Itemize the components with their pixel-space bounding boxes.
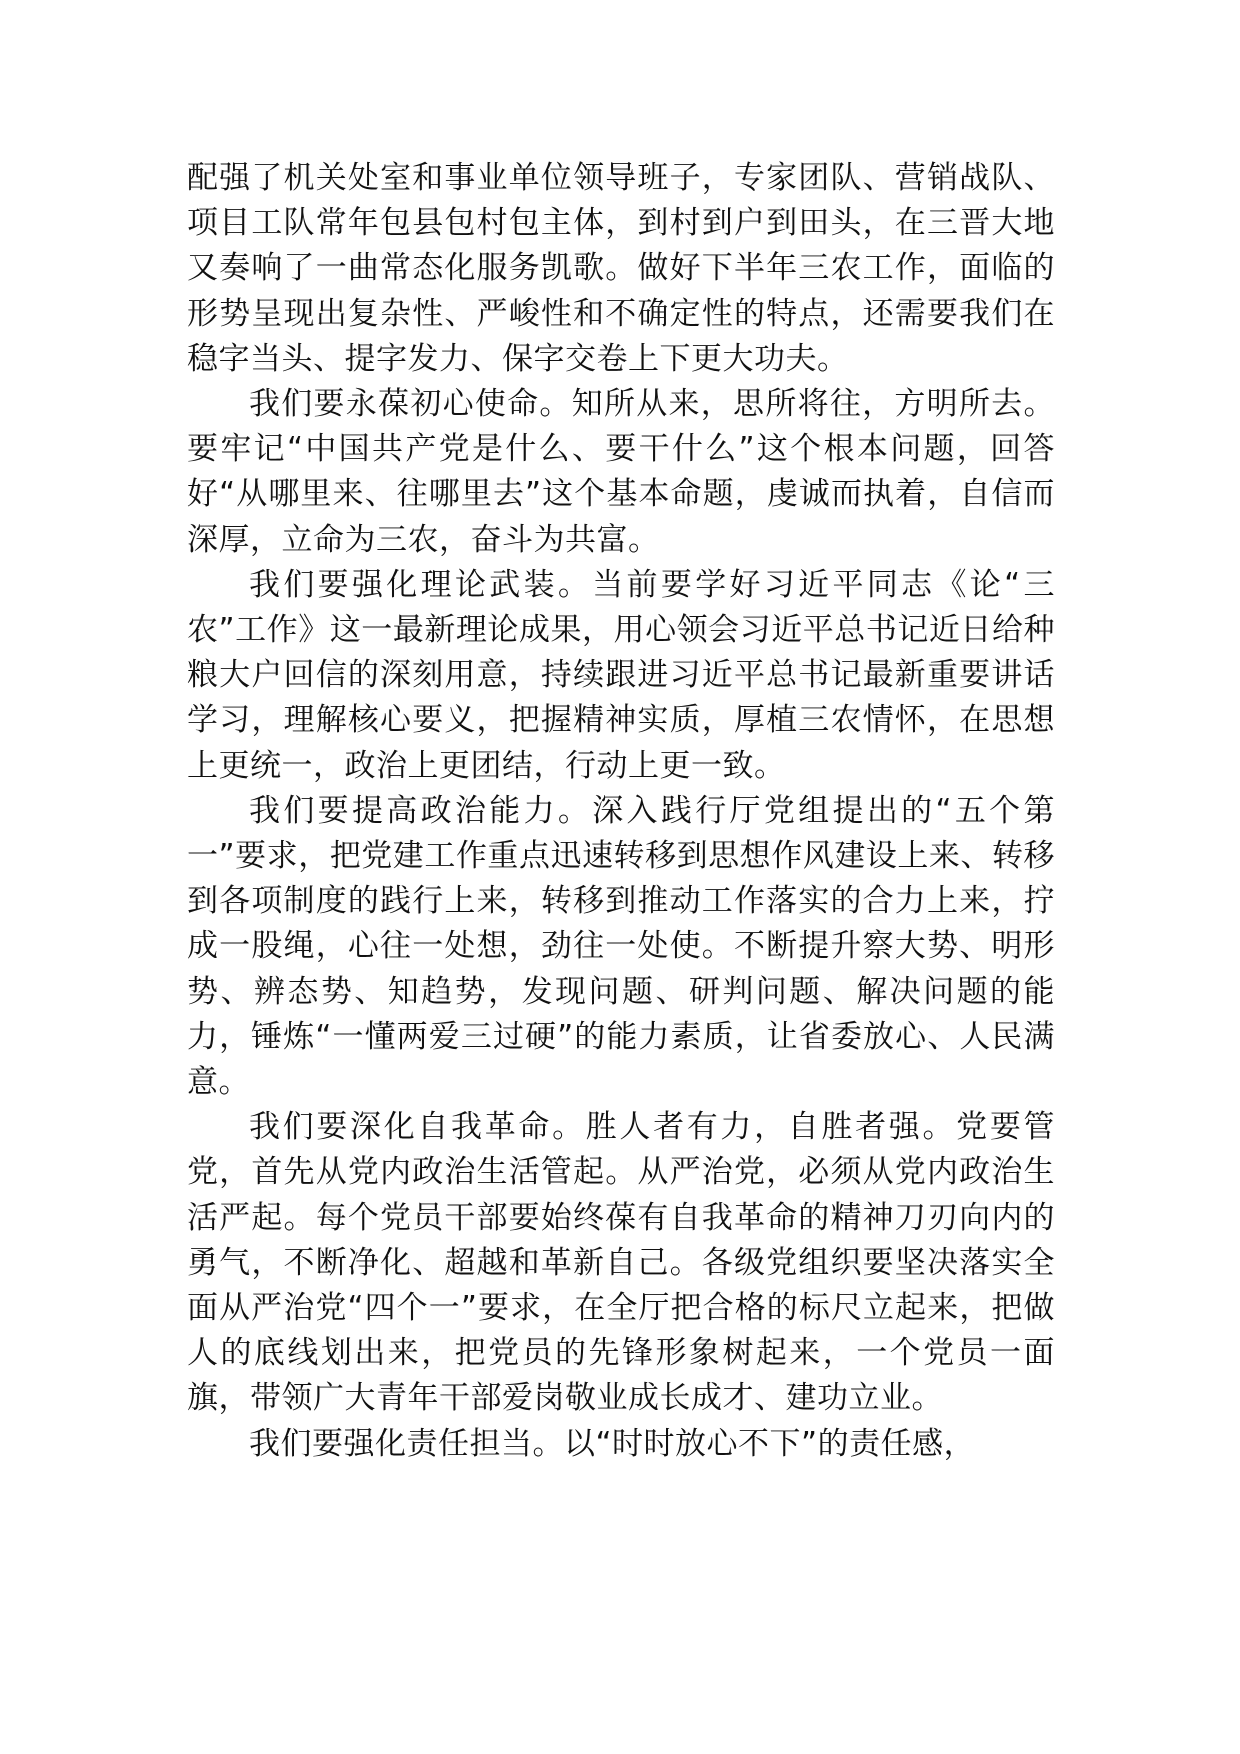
paragraph-4: 我们要提高政治能力。深入践行厅党组提出的“五个第一”要求，把党建工作重点迅速转移到思想作风建设上来、转移到各项制度的践行上来，转移到推动工作落实的合力上来，拧成一股绳，心往一处想，劲往一处使。不断提升察大势、明形势、辨态势、知趋势，发现问题、研判问题、解决问题的能力，锤炼“一懂两爱三过硬”的能力素质，让省委放心、人民满意。	[187, 792, 1055, 1101]
paragraph-2: 我们要永葆初心使命。知所从来，思所将往，方明所去。要牢记“中国共产党是什么、要干什么”这个根本问题，回答好“从哪里来、往哪里去”这个基本命题，虔诚而执着，自信而深厚，立命为三农，奋斗为共富。	[187, 386, 1055, 558]
paragraph-1: 配强了机关处室和事业单位领导班子，专家团队、营销战队、项目工队常年包县包村包主体，到村到户到田头，在三晋大地又奏响了一曲常态化服务凯歌。做好下半年三农工作，面临的形势呈现出复杂性、严峻性和不确定性的特点，还需要我们在稳字当头、提字发力、保字交卷上下更大功夫。	[187, 160, 1055, 377]
paragraph-3: 我们要强化理论武装。当前要学好习近平同志《论“三农”工作》这一最新理论成果，用心领会习近平总书记近日给种粮大户回信的深刻用意，持续跟进习近平总书记最新重要讲话学习，理解核心要义，把握精神实质，厚植三农情怀，在思想上更统一，政治上更团结，行动上更一致。	[187, 566, 1055, 784]
paragraph-6: 我们要强化责任担当。以“时时放心不下”的责任感，	[249, 1425, 976, 1462]
document-body	[187, 156, 1055, 1467]
paragraph-5: 我们要深化自我革命。胜人者有力，自胜者强。党要管党，首先从党内政治生活管起。从严治党，必须从党内政治生活严起。每个党员干部要始终葆有自我革命的精神刀刃向内的勇气，不断净化、超越和革新自己。各级党组织要坚决落实全面从严治党“四个一”要求，在全厅把合格的标尺立起来，把做人的底线划出来，把党员的先锋形象树起来，一个党员一面旗，带领广大青年干部爱岗敬业成长成才、建功立业。	[187, 1109, 1055, 1417]
